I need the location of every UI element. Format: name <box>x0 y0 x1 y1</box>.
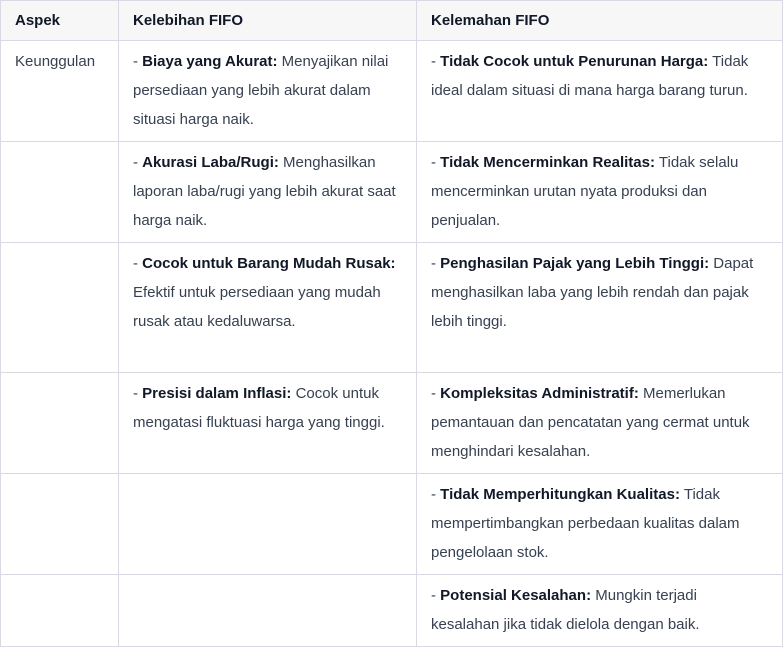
pro-cell-empty <box>119 575 417 647</box>
pro-title: Cocok untuk Barang Mudah Rusak: <box>142 255 396 272</box>
aspect-cell <box>1 142 119 243</box>
aspect-cell <box>1 474 119 575</box>
header-row <box>1 1 783 41</box>
con-title: Tidak Memperhitungkan Kualitas: <box>440 486 680 503</box>
con-cell: - Kompleksitas Administratif: Memerlukan pemantauan dan pencatatan yang cermat untuk menghindari kesalahan. <box>417 373 783 474</box>
table-row <box>1 373 783 474</box>
table-row <box>1 575 783 647</box>
table-row <box>1 474 783 575</box>
table-header <box>1 1 783 41</box>
con-cell: - Potensial Kesalahan: Mungkin terjadi kesalahan jika tidak dielola dengan baik. <box>417 575 783 647</box>
aspect-cell <box>1 575 119 647</box>
pro-title: Akurasi Laba/Rugi: <box>142 154 279 171</box>
con-desc: Tidak selalu mencerminkan urutan nyata produksi dan penjualan. <box>431 154 739 229</box>
con-title: Penghasilan Pajak yang Lebih Tinggi: <box>440 255 710 272</box>
pro-cell: - Cocok untuk Barang Mudah Rusak: Efektif untuk persediaan yang mudah rusak atau kedaluwarsa. <box>119 243 417 373</box>
aspect-cell: Keunggulan <box>1 41 119 142</box>
header-kelebihan: Kelebihan FIFO <box>119 1 417 41</box>
con-cell: - Tidak Cocok untuk Penurunan Harga: Tidak ideal dalam situasi di mana harga barang turun. <box>417 41 783 142</box>
pro-title: Presisi dalam Inflasi: <box>142 385 292 402</box>
con-cell: - Tidak Memperhitungkan Kualitas: Tidak mempertimbangkan perbedaan kualitas dalam pengelolaan stok. <box>417 474 783 575</box>
table-row <box>1 41 783 142</box>
aspect-cell <box>1 243 119 373</box>
pro-cell: - Biaya yang Akurat: Menyajikan nilai persediaan yang lebih akurat dalam situasi harga naik. <box>119 41 417 142</box>
pro-desc: Cocok untuk mengatasi fluktuasi harga yang tinggi. <box>133 385 385 431</box>
con-desc: Tidak ideal dalam situasi di mana harga barang turun. <box>431 53 749 99</box>
pro-cell: - Akurasi Laba/Rugi: Menghasilkan laporan laba/rugi yang lebih akurat saat harga naik. <box>119 142 417 243</box>
con-desc: Memerlukan pemantauan dan pencatatan yang cermat untuk menghindari kesalahan. <box>431 385 750 460</box>
aspect-cell <box>1 373 119 474</box>
header-kelemahan: Kelemahan FIFO <box>417 1 783 41</box>
con-desc: Mungkin terjadi kesalahan jika tidak dielola dengan baik. <box>431 587 700 633</box>
pro-desc: Menghasilkan laporan laba/rugi yang lebih akurat saat harga naik. <box>133 154 396 229</box>
con-cell: - Tidak Mencerminkan Realitas: Tidak selalu mencerminkan urutan nyata produksi dan penjualan. <box>417 142 783 243</box>
con-title: Kompleksitas Administratif: <box>440 385 639 402</box>
con-desc: Tidak mempertimbangkan perbedaan kualitas dalam pengelolaan stok. <box>431 486 740 561</box>
con-desc: Dapat menghasilkan laba yang lebih rendah dan pajak lebih tinggi. <box>431 255 754 330</box>
table-row <box>1 142 783 243</box>
pro-title: Biaya yang Akurat: <box>142 53 278 70</box>
con-title: Potensial Kesalahan: <box>440 587 592 604</box>
pro-desc: Menyajikan nilai persediaan yang lebih akurat dalam situasi harga naik. <box>133 53 389 128</box>
con-title: Tidak Mencerminkan Realitas: <box>440 154 655 171</box>
table-body <box>1 41 783 647</box>
pro-cell-empty <box>119 474 417 575</box>
con-cell: - Penghasilan Pajak yang Lebih Tinggi: Dapat menghasilkan laba yang lebih rendah dan pajak lebih tinggi. <box>417 243 783 373</box>
pro-cell: - Presisi dalam Inflasi: Cocok untuk mengatasi fluktuasi harga yang tinggi. <box>119 373 417 474</box>
con-title: Tidak Cocok untuk Penurunan Harga: <box>440 53 709 70</box>
table-row <box>1 243 783 373</box>
header-aspek: Aspek <box>1 1 119 41</box>
pro-desc: Efektif untuk persediaan yang mudah rusak atau kedaluwarsa. <box>133 284 381 330</box>
